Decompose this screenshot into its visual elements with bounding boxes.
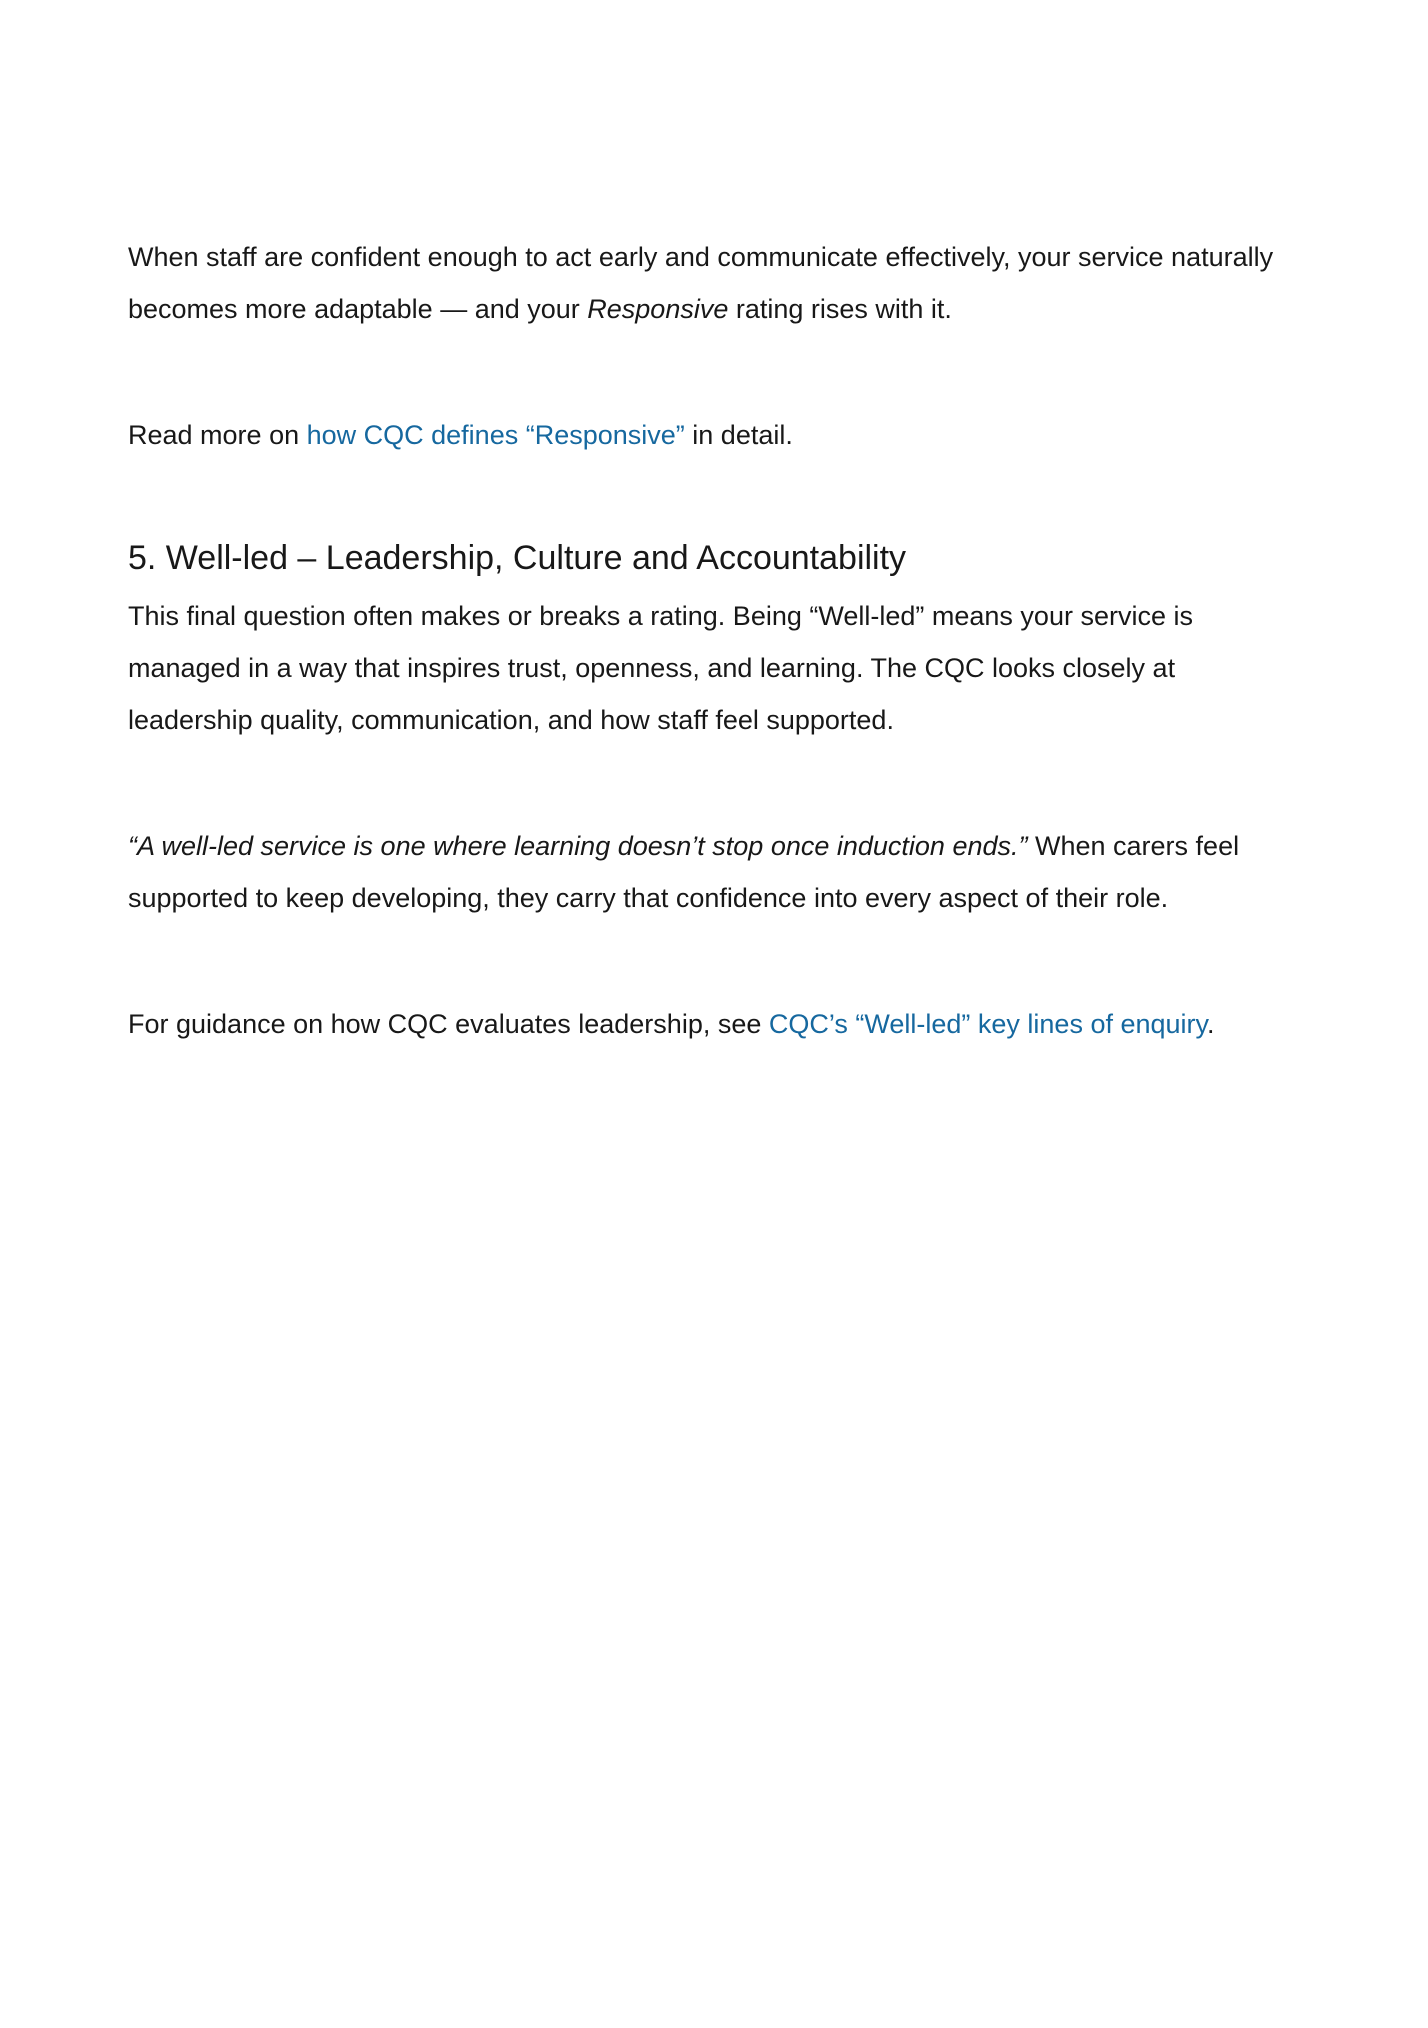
paragraph-responsive-summary: [128, 231, 1300, 335]
paragraph-quote: [128, 820, 1300, 924]
quote-rest-text: When carers feel supported to keep developing, they carry that confidence into every aspect of their role.: [128, 831, 1240, 913]
guidance-suffix: .: [1207, 1009, 1215, 1039]
paragraph-guidance: [128, 998, 1300, 1050]
link-well-led-key-lines-of-enquiry[interactable]: CQC’s “Well-led” key lines of enquiry: [768, 1009, 1208, 1039]
responsive-summary-italic-word: Responsive: [587, 294, 729, 324]
responsive-summary-text: When staff are confident enough to act early and communicate effectively, your service naturally becomes more adaptable — and your: [128, 242, 1274, 324]
paragraph-read-more: [128, 409, 1300, 461]
paragraph-well-led-intro: This final question often makes or breaks a rating. Being “Well-led” means your service is managed in a way that inspires trust, openness, and learning. The CQC looks closely at leadership quality, communication, and how staff feel supported.: [128, 601, 1193, 735]
read-more-suffix: in detail.: [684, 420, 793, 450]
read-more-prefix: Read more on: [128, 420, 307, 450]
link-how-cqc-defines-responsive[interactable]: how CQC defines “Responsive”: [306, 420, 685, 450]
heading-well-led: 5. Well-led – Leadership, Culture and Accountability: [128, 539, 907, 577]
quote-italic-text: “A well-led service is one where learning doesn’t stop once induction ends.”: [128, 831, 1028, 861]
guidance-prefix: For guidance on how CQC evaluates leadership, see: [128, 1009, 769, 1039]
responsive-summary-tail: rating rises with it.: [728, 294, 952, 324]
